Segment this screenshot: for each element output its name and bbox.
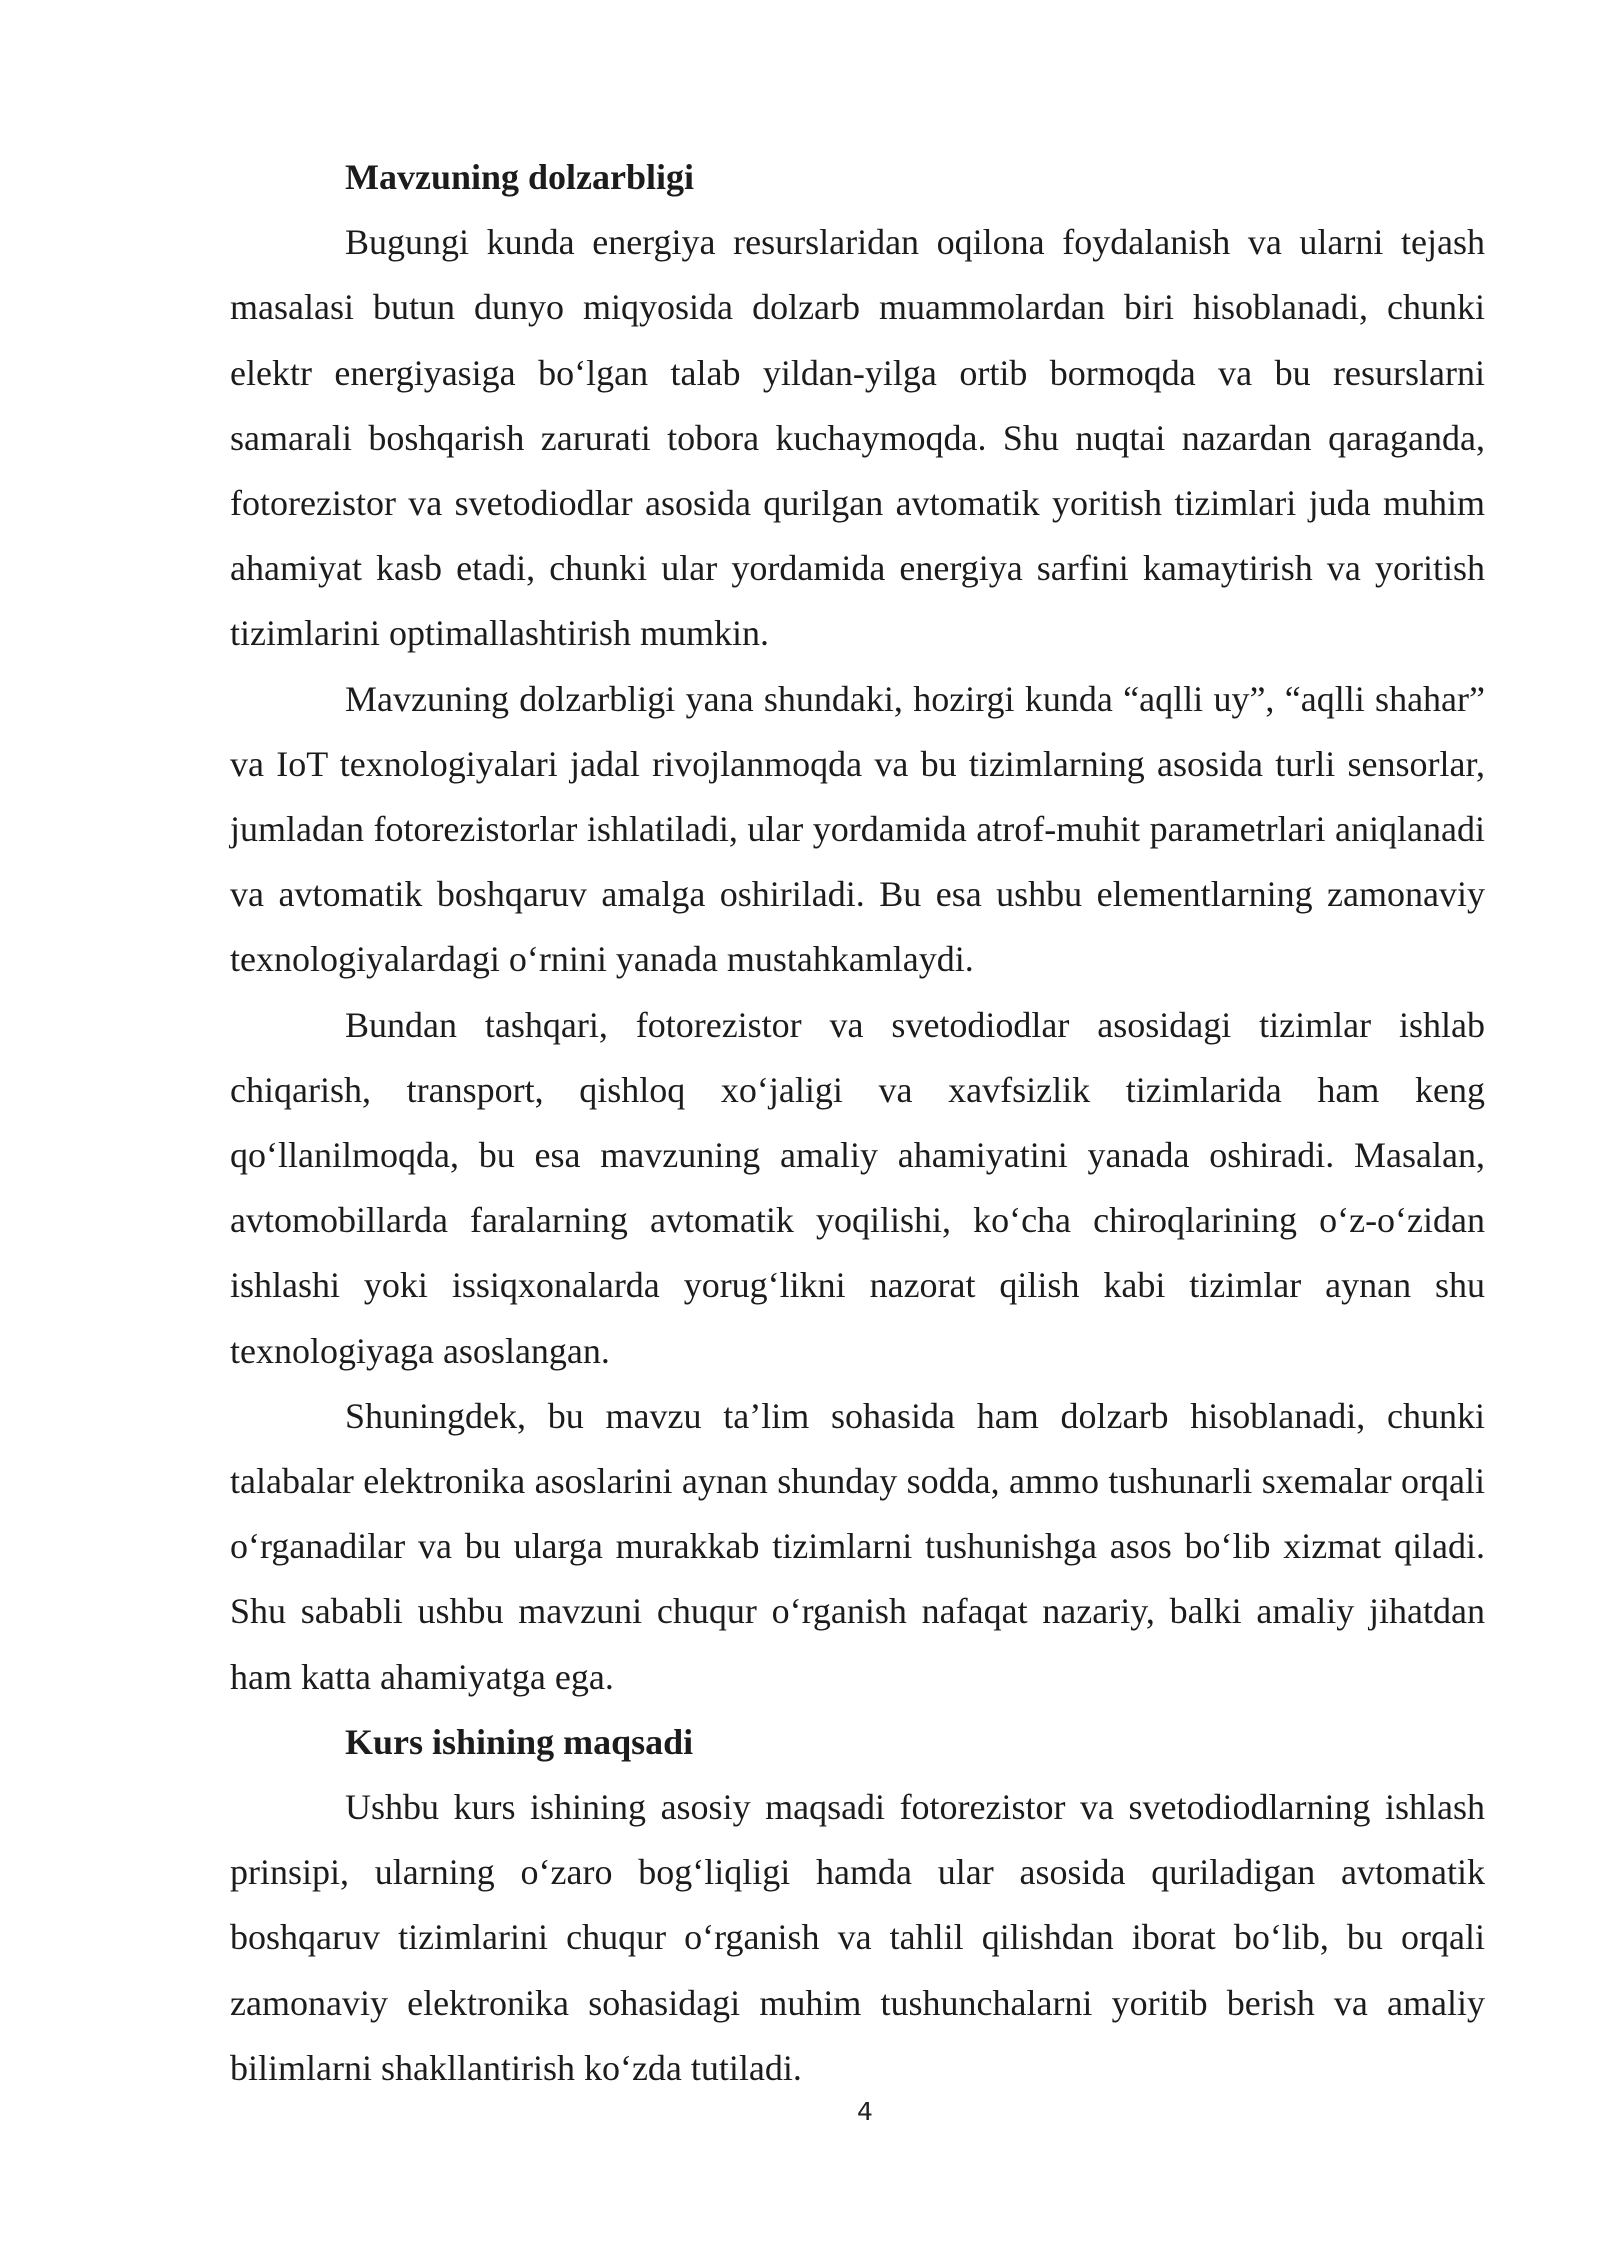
page-body: [230, 145, 1485, 2101]
section-heading-goal: Kurs ishining maqsadi: [345, 1721, 694, 1762]
paragraph: Mavzuning dolzarbligi yana shundaki, hozirgi kunda “aqlli uy”, “aqlli shahar” va IoT texnologiyalari jadal rivojlanmoqda va bu tizimlarning asosida turli sensorlar, jumladan fotorezistorlar ishlatiladi, ular yordamida atrof-muhit parametrlari aniqlanadi va avtomatik boshqaruv amalga oshiriladi. Bu esa ushbu elementlarning zamonaviy texnologiyalardagi o‘rnini yanada mustahkamlaydi.: [230, 678, 1485, 980]
page-number: 4: [857, 2097, 873, 2126]
section-heading-relevance: Mavzuning dolzarbligi: [345, 157, 695, 197]
paragraph: Bugungi kunda energiya resurslaridan oqilona foydalanish va ularni tejash masalasi butun dunyo miqyosida dolzarb muammolardan biri hisoblanadi, chunki elektr energiyasiga bo‘lgan talab yildan-yilga ortib bormoqda va bu resurslarni samarali boshqarish zarurati tobora kuchaymoqda. Shu nuqtai nazardan qaraganda, fotorezistor va svetodiodlar asosida qurilgan avtomatik yoritish tizimlari juda muhim ahamiyat kasb etadi, chunki ular yordamida energiya sarfini kamaytirish va yoritish tizimlarini optimallashtirish mumkin.: [230, 222, 1485, 654]
paragraph: Bundan tashqari, fotorezistor va svetodiodlar asosidagi tizimlar ishlab chiqarish, transport, qishloq xo‘jaligi va xavfsizlik tizimlarida ham keng qo‘llanilmoqda, bu esa mavzuning amaliy ahamiyatini yanada oshiradi. Masalan, avtomobillarda faralarning avtomatik yoqilishi, ko‘cha chiroqlarining o‘z-o‘zidan ishlashi yoki issiqxonalarda yorug‘likni nazorat qilish kabi tizimlar aynan shu texnologiyaga asoslangan.: [230, 1004, 1485, 1371]
paragraph: Ushbu kurs ishining asosiy maqsadi fotorezistor va svetodiodlarning ishlash prinsipi, ularning o‘zaro bog‘liqligi hamda ular asosida quriladigan avtomatik boshqaruv tizimlarini chuqur o‘rganish va tahlil qilishdan iborat bo‘lib, bu orqali zamonaviy elektronika sohasidagi muhim tushunchalarni yoritib berish va amaliy bilimlarni shakllantirish ko‘zda tutiladi.: [230, 1787, 1485, 2088]
paragraph: Shuningdek, bu mavzu ta’lim sohasida ham dolzarb hisoblanadi, chunki talabalar elektronika asoslarini aynan shunday sodda, ammo tushunarli sxemalar orqali o‘rganadilar va bu ularga murakkab tizimlarni tushunishga asos bo‘lib xizmat qiladi. Shu sababli ushbu mavzuni chuqur o‘rganish nafaqat nazariy, balki amaliy jihatdan ham katta ahamiyatga ega.: [230, 1395, 1485, 1697]
